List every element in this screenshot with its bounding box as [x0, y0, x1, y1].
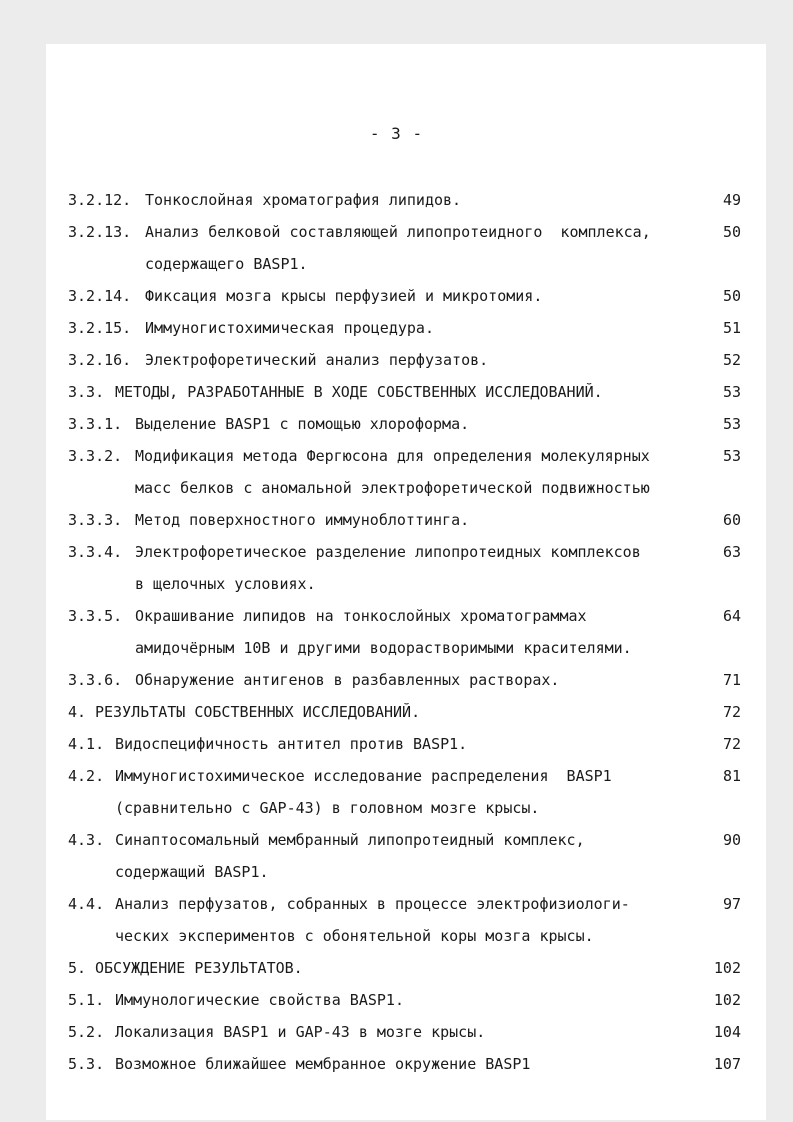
- toc-entry-title: Анализ белковой составляющей липопротеидного комплекса,: [145, 223, 651, 241]
- toc-entry-title: Фиксация мозга крысы перфузией и микротомия.: [145, 287, 543, 305]
- toc-entry: [0, 380, 793, 404]
- toc-entry: [0, 732, 793, 756]
- toc-entry-title: Тонкослойная хроматография липидов.: [145, 191, 462, 209]
- toc-entry: [0, 988, 793, 1012]
- toc-entry-number: 4.4.: [68, 895, 105, 913]
- toc-entry-number: 3.2.16.: [68, 351, 132, 369]
- toc-entry-title: МЕТОДЫ, РАЗРАБОТАННЫЕ В ХОДЕ СОБСТВЕННЫХ ИССЛЕДОВАНИЙ.: [115, 383, 603, 401]
- toc-entry-title: Иммуногистохимическое исследование распределения BASP1: [115, 767, 612, 785]
- toc-entry-title: Иммунологические свойства BASP1.: [115, 991, 404, 1009]
- toc-entry-number: 3.3.: [68, 383, 105, 401]
- toc-entry: [0, 1052, 793, 1076]
- toc-entry-page: 90: [722, 831, 741, 849]
- toc-entry-continuation: [0, 252, 793, 276]
- toc-entry-title-line2: масс белков с аномальной электрофоретической подвижностью: [135, 479, 650, 497]
- toc-entry-number: 3.3.5.: [68, 607, 123, 625]
- toc-entry-number: 4.3.: [68, 831, 105, 849]
- toc-entry-number: 3.3.2.: [68, 447, 123, 465]
- toc-entry: [0, 892, 793, 916]
- toc-entry-title: Электрофоретическое разделение липопротеидных комплексов: [135, 543, 641, 561]
- toc-entry-continuation: [0, 476, 793, 500]
- toc-entry-title: Иммуногистохимическая процедура.: [145, 319, 434, 337]
- toc-entry-continuation: [0, 860, 793, 884]
- toc-entry-title-line2: (сравнительно с GAP-43) в головном мозге крысы.: [115, 799, 540, 817]
- toc-entry-number: 3.2.15.: [68, 319, 132, 337]
- toc-entry-page: 49: [722, 191, 741, 209]
- toc-entry-title: Локализация BASP1 и GAP-43 в мозге крысы.: [115, 1023, 486, 1041]
- toc-entry-title-line2: в щелочных условиях.: [135, 575, 316, 593]
- toc-entry: [0, 444, 793, 468]
- toc-entry: [0, 828, 793, 852]
- toc-entry-page: 107: [713, 1055, 741, 1073]
- toc-entry-title-line2: содержащий BASP1.: [115, 863, 269, 881]
- toc-entry: [0, 412, 793, 436]
- toc-entry-title-line2: амидочёрным 10В и другими водорастворимыми красителями.: [135, 639, 632, 657]
- page-number: - 3 -: [369, 124, 424, 143]
- toc-entry-title: Выделение BASP1 с помощью хлороформа.: [135, 415, 470, 433]
- toc-entry-number: 4.: [68, 703, 87, 721]
- toc-entry: [0, 604, 793, 628]
- toc-entry-page: 53: [722, 383, 741, 401]
- toc-entry: [0, 284, 793, 308]
- toc-entry-title: Метод поверхностного иммуноблоттинга.: [135, 511, 470, 529]
- toc-entry-page: 102: [713, 959, 741, 977]
- toc-entry-page: 72: [722, 703, 741, 721]
- toc-entry-continuation: [0, 924, 793, 948]
- toc-entry-continuation: [0, 636, 793, 660]
- toc-entry-number: 5.2.: [68, 1023, 105, 1041]
- toc-entry: [0, 956, 793, 980]
- toc-entry: [0, 700, 793, 724]
- toc-entry-number: 4.2.: [68, 767, 105, 785]
- toc-entry-title: Модификация метода Фергюсона для определения молекулярных: [135, 447, 650, 465]
- toc-entry-title-line2: ческих экспериментов с обонятельной коры мозга крысы.: [115, 927, 594, 945]
- toc-entry-title: Видоспецифичность антител против BASP1.: [115, 735, 468, 753]
- toc-entry-number: 4.1.: [68, 735, 105, 753]
- toc-entry-number: 5.1.: [68, 991, 105, 1009]
- toc-entry-number: 3.2.14.: [68, 287, 132, 305]
- toc-entry-page: 53: [722, 447, 741, 465]
- toc-entry-page: 102: [713, 991, 741, 1009]
- toc-entry-number: 3.3.3.: [68, 511, 123, 529]
- toc-entry-number: 3.3.6.: [68, 671, 123, 689]
- toc-entry-number: 3.3.1.: [68, 415, 123, 433]
- toc-entry-title: Синаптосомальный мембранный липопротеидный комплекс,: [115, 831, 585, 849]
- toc-entry: [0, 508, 793, 532]
- toc-entry: [0, 220, 793, 244]
- toc-entry-page: 63: [722, 543, 741, 561]
- toc-entry-page: 72: [722, 735, 741, 753]
- toc-entry-page: 81: [722, 767, 741, 785]
- toc-entry-page: 71: [722, 671, 741, 689]
- toc-entry: [0, 348, 793, 372]
- toc-entry-number: 3.2.13.: [68, 223, 132, 241]
- toc-entry-continuation: [0, 796, 793, 820]
- toc-entry-title: РЕЗУЛЬТАТЫ СОБСТВЕННЫХ ИССЛЕДОВАНИЙ.: [95, 703, 421, 721]
- toc-entry-number: 5.: [68, 959, 87, 977]
- toc-entry-title: Обнаружение антигенов в разбавленных растворах.: [135, 671, 560, 689]
- toc-entry: [0, 764, 793, 788]
- toc-entry: [0, 540, 793, 564]
- toc-entry: [0, 188, 793, 212]
- toc-entry: [0, 316, 793, 340]
- toc-entry-continuation: [0, 572, 793, 596]
- toc-entry-title: ОБСУЖДЕНИЕ РЕЗУЛЬТАТОВ.: [95, 959, 303, 977]
- toc-entry-page: 64: [722, 607, 741, 625]
- toc-entry-title: Анализ перфузатов, собранных в процессе электрофизиологи-: [115, 895, 630, 913]
- toc-entry-page: 50: [722, 223, 741, 241]
- toc-entry-title: Окрашивание липидов на тонкослойных хроматограммах: [135, 607, 587, 625]
- toc-entry-number: 3.3.4.: [68, 543, 123, 561]
- toc-entry-page: 60: [722, 511, 741, 529]
- toc-entry-title: Электрофоретический анализ перфузатов.: [145, 351, 489, 369]
- toc-entry-title: Возможное ближайшее мембранное окружение BASP1: [115, 1055, 531, 1073]
- toc-entry: [0, 668, 793, 692]
- toc-entry-page: 52: [722, 351, 741, 369]
- toc-entry-number: 3.2.12.: [68, 191, 132, 209]
- toc-entry-page: 50: [722, 287, 741, 305]
- toc-entry-page: 51: [722, 319, 741, 337]
- toc-entry-title-line2: содержащего BASP1.: [145, 255, 308, 273]
- toc-entry-page: 104: [713, 1023, 741, 1041]
- toc-entry-number: 5.3.: [68, 1055, 105, 1073]
- toc-entry-page: 97: [722, 895, 741, 913]
- toc-entry: [0, 1020, 793, 1044]
- toc-entry-page: 53: [722, 415, 741, 433]
